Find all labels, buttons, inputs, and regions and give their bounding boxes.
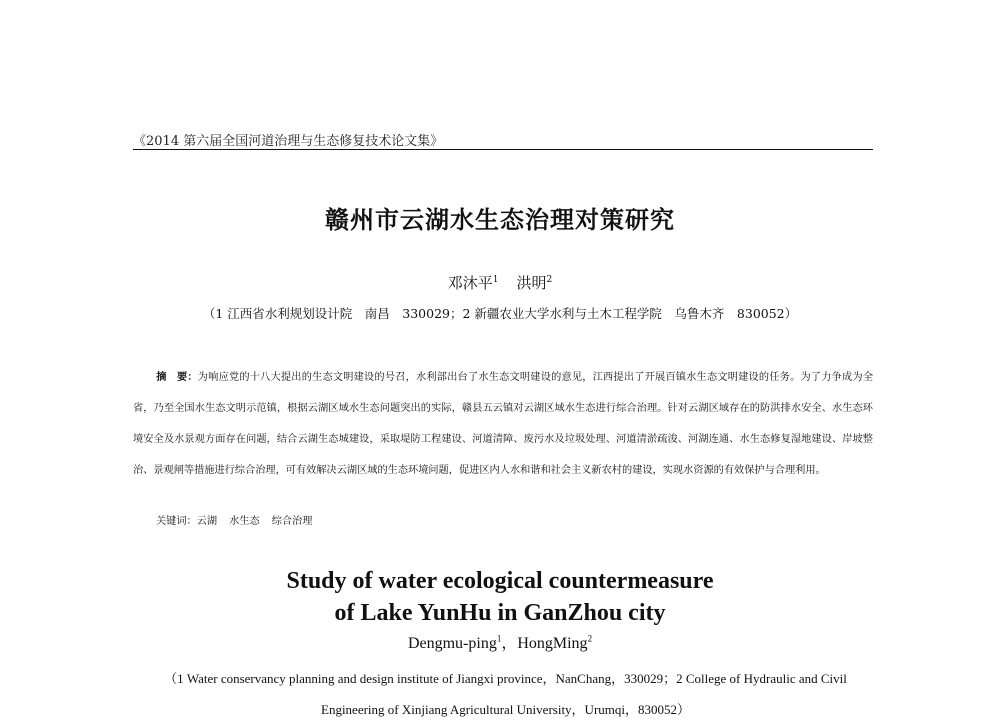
chinese-title: 赣州市云湖水生态治理对策研究 bbox=[325, 206, 675, 234]
abstract-body: 为响应党的十八大提出的生态文明建设的号召，水利部出台了水生态文明建设的意见，江西提出了开展百镇水生态文明建设的任务。为了力争成为全省，乃至全国水生态文明示范镇，根据云湖区域水生态问题突出的实际，赣县五云镇对云湖区域水生态进行综合治理。针对云湖区域存在的防洪排水安全、水生态环境安全及水景观方面存在问题，结合云湖生态城建设，采取堤防工程建设、河道清障、废污水及垃圾处理、河道清淤疏浚、河湖连通、水生态修复湿地建设、岸坡整治、景观闸等措施进行综合治理，可有效解决云湖区域的生态环境问题，促进区内人水和谐和社会主义新农村的建设，实现水资源的有效保护与合理利用。 bbox=[133, 372, 874, 476]
author-name: 邓沐平 bbox=[447, 274, 493, 292]
keyword: 综合治理 bbox=[271, 516, 313, 527]
chinese-authors bbox=[0, 272, 1000, 293]
author-affil-mark: 1 bbox=[496, 633, 502, 644]
author-name: HongMing bbox=[517, 635, 588, 652]
keyword: 水生态 bbox=[229, 516, 260, 527]
author-affil-mark: 2 bbox=[587, 633, 593, 644]
header-rule bbox=[133, 149, 873, 150]
author-affil-mark: 2 bbox=[546, 275, 553, 285]
english-title bbox=[0, 565, 1000, 629]
english-authors: Dengmu-ping$^1$，HongMing$^2$ bbox=[407, 633, 593, 652]
english-title-line-2: of Lake YunHu in GanZhou city bbox=[334, 600, 666, 626]
keywords-label: 关键词： bbox=[156, 516, 197, 527]
author-name: 洪明 bbox=[516, 274, 547, 292]
author-name: Dengmu-ping bbox=[407, 635, 497, 652]
author-affil-mark: 1 bbox=[492, 275, 499, 285]
english-title-line-1: Study of water ecological countermeasure bbox=[286, 568, 714, 594]
english-affiliation: （1 Water conservancy planning and design institute of Jiangxi province，NanChang，330029；2 College of Hydraulic and Civil Engineering of Xinjiang Agricultural University，Urumqi，830052） bbox=[164, 671, 847, 717]
running-header: 《2014 第六届全国河道治理与生态修复技术论文集》 bbox=[133, 134, 444, 149]
abstract-label: 摘 要： bbox=[156, 371, 198, 383]
keywords-line bbox=[156, 512, 324, 527]
chinese-affiliation: （1 江西省水利规划设计院 南昌 330029；2 新疆农业大学水利与土木工程学院 乌鲁木齐 830052） bbox=[202, 306, 798, 321]
keyword: 云湖 bbox=[196, 516, 218, 527]
chinese-abstract bbox=[133, 362, 873, 486]
